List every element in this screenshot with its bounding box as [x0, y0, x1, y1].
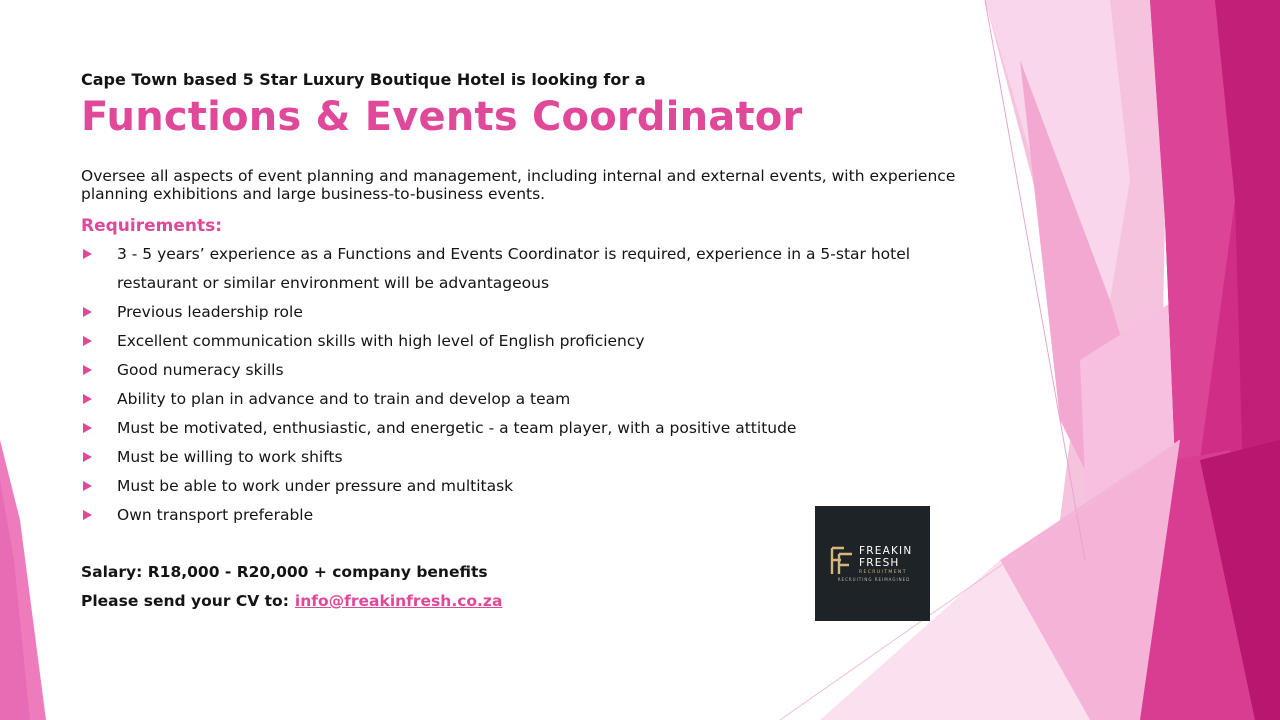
bullet-triangle-icon	[83, 394, 92, 404]
requirement-item	[81, 443, 961, 472]
requirement-text: Must be willing to work shifts	[117, 448, 343, 466]
logo-word-recruitment: RECRUITMENT	[859, 570, 907, 575]
company-logo	[815, 506, 930, 621]
contact-line	[81, 592, 502, 610]
email-link[interactable]: info@freakinfresh.co.za	[294, 592, 503, 610]
requirement-text: Must be able to work under pressure and multitask	[117, 477, 514, 495]
bullet-triangle-icon	[83, 307, 92, 317]
requirement-item	[81, 385, 961, 414]
bullet-triangle-icon	[83, 423, 92, 433]
ff-monogram-icon	[830, 546, 854, 576]
contact-label: Please send your CV to:	[81, 592, 289, 610]
bullet-triangle-icon	[83, 452, 92, 462]
requirement-item	[81, 356, 961, 385]
requirement-text: Own transport preferable	[117, 506, 314, 524]
requirement-item	[81, 240, 961, 298]
requirement-item	[81, 327, 961, 356]
bullet-triangle-icon	[83, 365, 92, 375]
requirement-item	[81, 472, 961, 501]
requirement-text: 3 - 5 years’ experience as a Functions and Events Coordinator is required, experience in a 5-star hotel restaurant or similar environment will be advantageous	[117, 245, 911, 292]
salary-text: Salary: R18,000 - R20,000 + company benefits	[81, 563, 488, 581]
bullet-triangle-icon	[83, 481, 92, 491]
requirements-list	[81, 240, 961, 530]
requirement-text: Ability to plan in advance and to train and develop a team	[117, 390, 571, 408]
job-description: Oversee all aspects of event planning and management, including internal and external events, with experience planning exhibitions and large business-to-business events.	[81, 167, 956, 203]
bullet-triangle-icon	[83, 249, 92, 259]
logo-word-freakin: FREAKIN	[859, 545, 913, 557]
bullet-triangle-icon	[83, 336, 92, 346]
job-title: Functions & Events Coordinator	[81, 94, 803, 140]
requirement-text: Excellent communication skills with high level of English proficiency	[117, 332, 645, 350]
requirement-text: Good numeracy skills	[117, 361, 284, 379]
requirement-text: Must be motivated, enthusiastic, and energetic - a team player, with a positive attitude	[117, 419, 797, 437]
logo-tagline: RECRUITING REIMAGINED	[837, 577, 911, 582]
requirement-item	[81, 414, 961, 443]
intro-text: Cape Town based 5 Star Luxury Boutique Hotel is looking for a	[81, 70, 646, 89]
logo-word-fresh: FRESH	[859, 557, 900, 569]
requirement-item	[81, 298, 961, 327]
requirement-text: Previous leadership role	[117, 303, 303, 321]
bullet-triangle-icon	[83, 510, 92, 520]
requirements-heading: Requirements:	[81, 216, 223, 236]
